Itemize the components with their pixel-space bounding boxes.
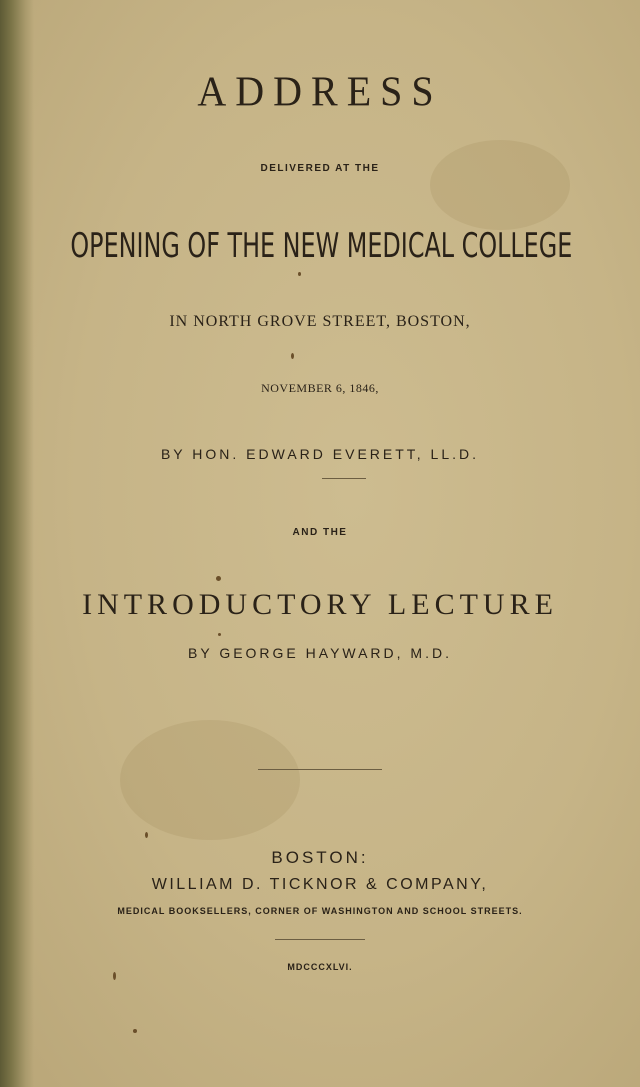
ink-speck: [298, 272, 301, 276]
ink-speck: [216, 576, 221, 581]
imprint-year: MDCCCXLVI.: [287, 962, 353, 972]
ink-speck: [291, 353, 294, 359]
imprint-address: MEDICAL BOOKSELLERS, CORNER OF WASHINGTON AND SCHOOL STREETS.: [117, 906, 523, 916]
imprint-city: BOSTON:: [271, 848, 369, 867]
first-author: BY HON. EDWARD EVERETT, LL.D.: [160, 446, 480, 462]
divider-rule: [258, 769, 382, 770]
ink-speck: [113, 972, 116, 980]
paper-stain: [430, 140, 570, 230]
lecture-title: INTRODUCTORY LECTURE: [82, 588, 558, 621]
second-author: BY GEORGE HAYWARD, M.D.: [188, 645, 452, 661]
delivered-line: DELIVERED AT THE: [260, 163, 380, 174]
ink-speck: [218, 633, 221, 636]
date-line: NOVEMBER 6, 1846,: [261, 381, 379, 395]
ink-speck: [145, 832, 148, 838]
main-title: ADDRESS: [197, 67, 443, 116]
occasion-title: OPENING OF THE NEW MEDICAL COLLEGE: [70, 226, 573, 266]
short-rule: [322, 478, 366, 479]
conjunction-line: AND THE: [292, 527, 348, 538]
imprint-rule: [275, 939, 365, 940]
location-line: IN NORTH GROVE STREET, BOSTON,: [169, 313, 471, 330]
ink-speck: [133, 1029, 137, 1033]
imprint-publisher: WILLIAM D. TICKNOR & COMPANY,: [151, 876, 489, 893]
paper-stain: [120, 720, 300, 840]
